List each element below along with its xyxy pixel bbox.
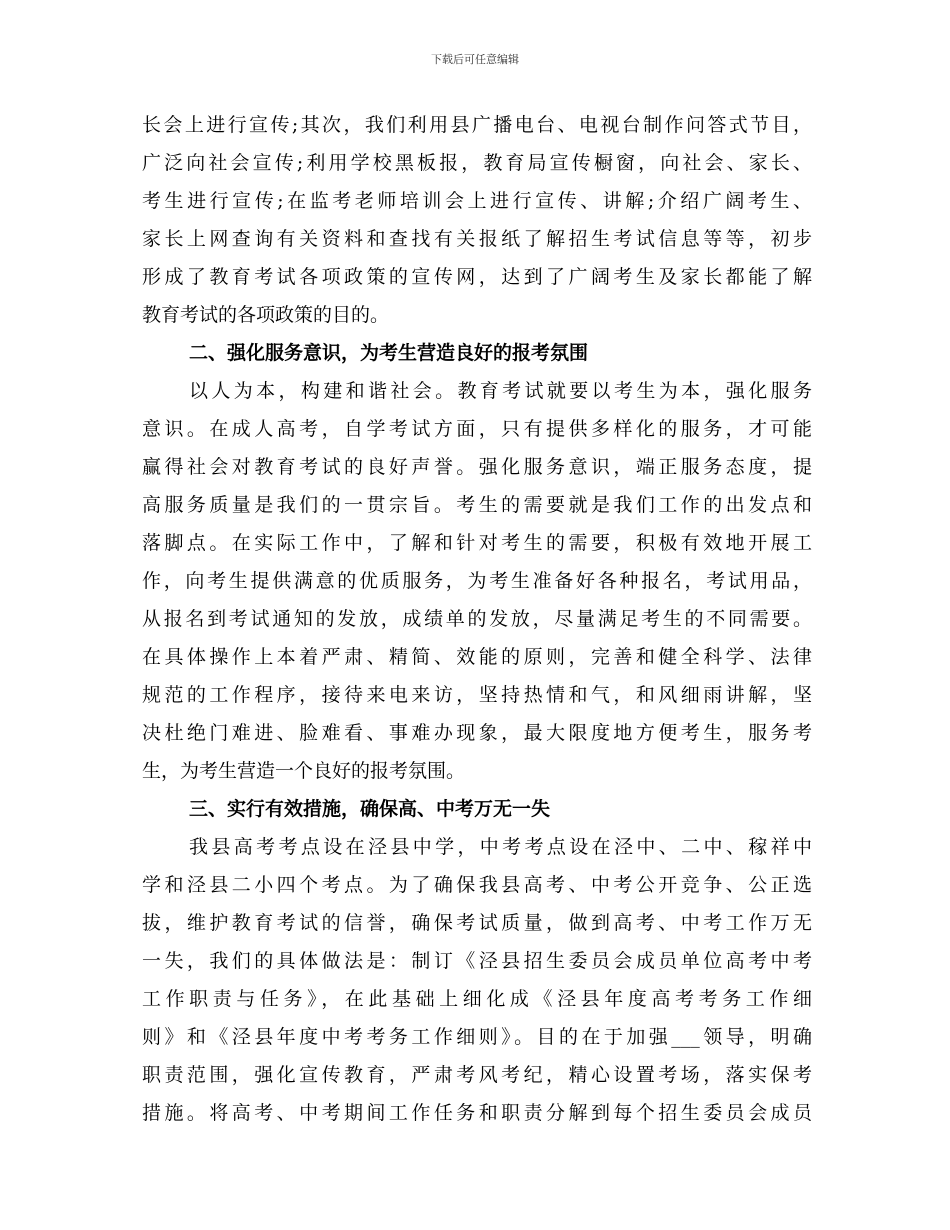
- text-line: 一失，我们的具体做法是：制订《泾县招生委员会成员单位高考中考: [142, 950, 812, 972]
- document-body: [142, 106, 812, 1132]
- text-line: 意识。在成人高考，自学考试方面，只有提供多样化的服务，才可能: [142, 418, 812, 440]
- text-line: 学和泾县二小四个考点。为了确保我县高考、中考公开竞争、公正选: [142, 874, 812, 896]
- heading-text: 三、实行有效措施，确保高、中考万无一失: [189, 798, 551, 820]
- section-heading-3: [142, 790, 812, 828]
- text-line: 赢得社会对教育考试的良好声誉。强化服务意识，端正服务态度，提: [142, 456, 812, 478]
- paragraph-exam-measures: [142, 828, 812, 1132]
- text-line: 从报名到考试通知的发放，成绩单的发放，尽量满足考生的不同需要。: [142, 608, 812, 630]
- text-line: 工作职责与任务》，在此基础上细化成《泾县年度高考考务工作细: [142, 988, 812, 1010]
- text-line: 生，为考生营造一个良好的报考氛围。: [142, 760, 466, 782]
- text-line: 决杜绝门难进、脸难看、事难办现象，最大限度地方便考生，服务考: [142, 722, 812, 744]
- text-line: 在具体操作上本着严肃、精简、效能的原则，完善和健全科学、法律: [142, 646, 812, 668]
- text-line: 则》和《泾县年度中考考务工作细则》。目的在于加强___领导，明确: [142, 1026, 812, 1048]
- section-heading-2: [142, 334, 812, 372]
- paragraph-publicity: [142, 106, 812, 334]
- text-line: 考生进行宣传;在监考老师培训会上进行宣传、讲解;介绍广阔考生、: [142, 190, 812, 212]
- paragraph-service: [142, 372, 812, 790]
- text-line: 长会上进行宣传;其次，我们利用县广播电台、电视台制作问答式节目，: [142, 114, 812, 136]
- text-line: 形成了教育考试各项政策的宣传网，达到了广阔考生及家长都能了解: [142, 266, 812, 288]
- text-line: 以人为本，构建和谐社会。教育考试就要以考生为本，强化服务: [189, 380, 812, 402]
- text-line: 落脚点。在实际工作中，了解和针对考生的需要，积极有效地开展工: [142, 532, 812, 554]
- text-line: 教育考试的各项政策的目的。: [142, 304, 390, 326]
- text-line: 作，向考生提供满意的优质服务，为考生准备好各种报名，考试用品，: [142, 570, 812, 592]
- text-line: 拔，维护教育考试的信誉，确保考试质量，做到高考、中考工作万无: [142, 912, 812, 934]
- text-line: 广泛向社会宣传;利用学校黑板报，教育局宣传橱窗，向社会、家长、: [142, 152, 812, 174]
- text-line: 家长上网查询有关资料和查找有关报纸了解招生考试信息等等，初步: [142, 228, 812, 250]
- page-header-note: 下载后可任意编辑: [431, 53, 519, 66]
- heading-text: 二、强化服务意识，为考生营造良好的报考氛围: [189, 342, 589, 364]
- text-line: 职责范围，强化宣传教育，严肃考风考纪，精心设置考场，落实保考: [142, 1064, 812, 1086]
- text-line: 措施。将高考、中考期间工作任务和职责分解到每个招生委员会成员: [142, 1102, 812, 1124]
- text-line: 高服务质量是我们的一贯宗旨。考生的需要就是我们工作的出发点和: [142, 494, 812, 516]
- text-line: 规范的工作程序，接待来电来访，坚持热情和气，和风细雨讲解，坚: [142, 684, 812, 706]
- text-line: 我县高考考点设在泾县中学，中考考点设在泾中、二中、稼祥中: [189, 836, 812, 858]
